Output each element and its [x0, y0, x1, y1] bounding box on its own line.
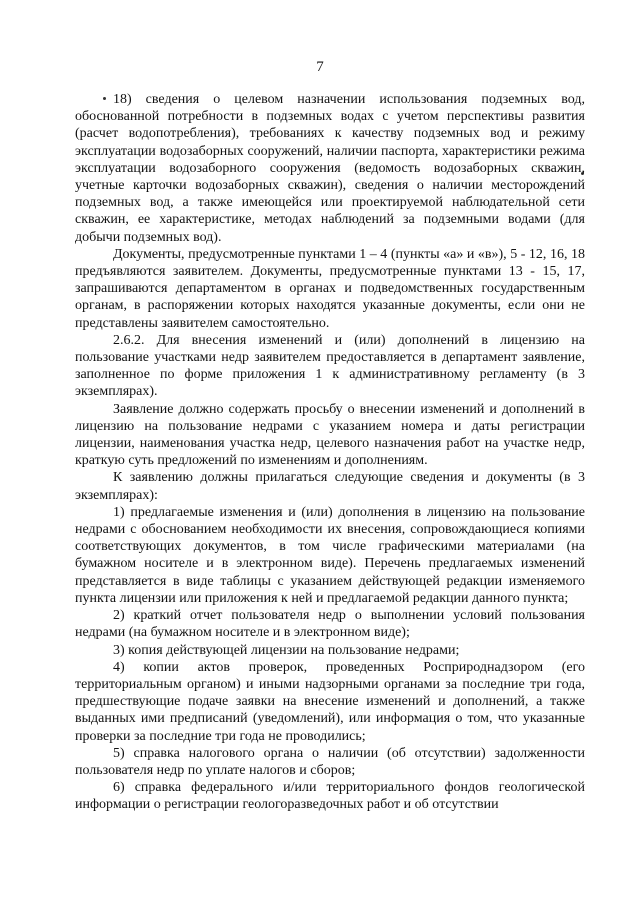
list-item-2: 2) краткий отчет пользователя недр о выполнении условий пользования недрами (на бумажном носителе и в электронном виде);	[75, 608, 585, 641]
paragraph-documents-provided: Документы, предусмотренные пунктами 1 – 4 (пункты «а» и «в»), 5 - 12, 16, 18 предъявляются заявителем. Документы, предусмотренные пунктами 13 - 15, 17, запрашиваются департаментом в органах и подведомственных государственным органам, в распоряжении которых находятся указанные документы, если они не представлены заявителем самостоятельно.	[75, 246, 585, 331]
paragraph-item-18: 18) сведения о целевом назначении использования подземных вод, обоснованной потребности в подземных водах с учетом перспективы развития (расчет водопотребления), требованиях к качеству подземных вод и режиму эксплуатации водозаборных сооружений, наличии паспорта, характеристики режима эксплуатации водозаборного сооружения (ведомость водозаборных скважин, учетные карточки водозаборных скважин), сведения о наличии месторождений подземных вод, а также имеющейся или проектируемой наблюдательной сети скважин, ее характеристике, методах наблюдений за подземными водами (для добычи подземных вод).	[75, 92, 585, 245]
list-item-6: 6) справка федерального и/или территориального фондов геологической информации о регистрации геологоразведочных работ и об отсутствии	[75, 780, 585, 813]
paragraph-section-2-6-2: 2.6.2. Для внесения изменений и (или) дополнений в лицензию на пользование участками недр заявителем предоставляется в департамент заявление, заполненное по форме приложения 1 к административному регламенту (в 3 экземплярах).	[75, 332, 585, 400]
paragraph-attachments-intro: К заявлению должны прилагаться следующие сведения и документы (в 3 экземплярах):	[75, 470, 585, 503]
list-item-4: 4) копии актов проверок, проведенных Росприроднадзором (его территориальным органом) и иными надзорными органами за последние три года, предшествующие подаче заявки на внесение изменений и дополнений, а также выданных ими предписаний (уведомлений), или информация о том, что указанные проверки за последние три года не проводились;	[75, 659, 585, 744]
page-number: 7	[316, 59, 324, 75]
list-item-3: 3) копия действующей лицензии на пользование недрами;	[113, 642, 460, 658]
list-item-5: 5) справка налогового органа о наличии (об отсутствии) задолженности пользователя недр по уплате налогов и сборов;	[75, 745, 585, 778]
paragraph-application-content: Заявление должно содержать просьбу о внесении изменений и дополнений в лицензию на пользование недрами с указанием номера и даты регистрации лицензии, наименования участка недр, целевого назначения работ на участке недр, краткую суть предложений по изменениям и дополнениям.	[75, 401, 585, 469]
document-body	[75, 91, 585, 814]
list-item-1: 1) предлагаемые изменения и (или) дополнения в лицензию на пользование недрами с обоснованием необходимости их внесения, сопровождающиеся копиями соответствующих документов, в том числе графическими материалами (на бумажном носителе и в электронном виде). Перечень предлагаемых изменений представляется в виде таблицы с указанием действующей редакции изменяемого пункта лицензии или приложения к ней и предлагаемой редакции данного пункта;	[75, 504, 585, 606]
